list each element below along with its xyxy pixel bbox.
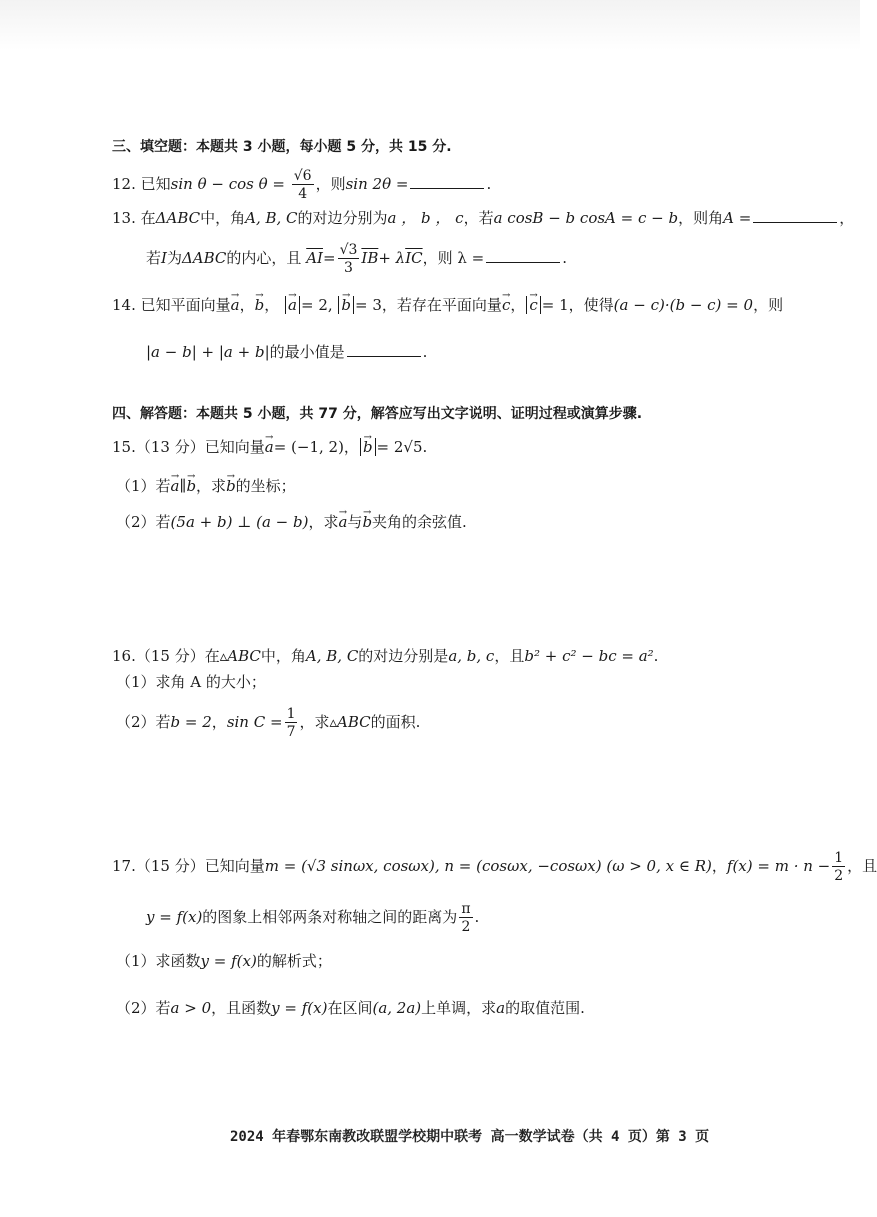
q16-text: ，且 — [494, 647, 525, 665]
q15-sep: ， — [343, 438, 359, 456]
q12-fraction-den: 4 — [298, 186, 308, 202]
q13-text: ，若 — [463, 209, 494, 227]
q16-p2-sin: sin C = — [226, 713, 283, 731]
question-15-part-1 — [116, 476, 296, 496]
question-number: 15. — [112, 438, 136, 456]
q16-fraction-num: 1 — [286, 706, 296, 722]
q14-expression: |a − b| + |a + b| — [146, 343, 270, 361]
q15-p1: （1）若 — [116, 477, 171, 495]
page-footer: 2024 年春鄂东南教改联盟学校期中联考 高一数学试卷（共 4 页）第 3 页 — [230, 1129, 710, 1145]
q13-text: 的对边分别为 — [297, 209, 388, 227]
vector-ib: $\overline{IB}$ — [361, 249, 379, 267]
q12-fraction — [292, 169, 314, 201]
q15-p1-text: ，求 — [196, 477, 227, 495]
vector-b: → b — [255, 295, 265, 315]
q15-text: 已知向量 — [204, 438, 265, 456]
q14-cond: = 2, — [300, 296, 333, 314]
vector-b: → b — [186, 476, 196, 496]
q17-p2-text: 上单调，求 — [421, 999, 497, 1017]
q17-text: 已知向量 — [204, 857, 265, 875]
question-17-part-1 — [116, 951, 332, 971]
q17-fraction-num: 1 — [834, 850, 844, 866]
q13-comma: ， — [839, 209, 855, 227]
q17-p1-end: 的解析式； — [256, 952, 332, 970]
q15-p2-text: ，求 — [308, 513, 339, 531]
q17-p2-text: ，且函数 — [211, 999, 272, 1017]
q15-p2-expr: (5a + b) ⊥ (a − b) — [170, 513, 309, 531]
vector-b-norm: → b — [341, 295, 351, 315]
q17-p1: （1）求函数 — [116, 952, 201, 970]
q17-end: . — [474, 908, 480, 926]
section-4-heading: 四、解答题：本题共 5 小题，共 77 分，解答应写出文字说明、证明过程或演算步骤. — [112, 406, 643, 422]
q16-text: 在 — [204, 647, 220, 665]
q16-triangle: ▵ABC — [219, 647, 261, 665]
q17-pi-fraction — [459, 902, 472, 934]
vector-b: → b — [362, 512, 372, 532]
q12-prefix: 已知 — [140, 175, 171, 193]
q14-sep: ， — [239, 296, 255, 314]
answer-blank[interactable] — [347, 342, 421, 357]
q16-end: . — [653, 647, 659, 665]
answer-blank[interactable] — [410, 174, 484, 189]
vector-b-norm: → b — [363, 437, 373, 457]
q14-text: ， — [264, 296, 280, 314]
q14-cond: = 3 — [355, 296, 382, 314]
vector-a: → a — [265, 437, 274, 457]
q13-fraction — [338, 243, 360, 275]
q16-p2-end: 的面积. — [370, 713, 421, 731]
q13-condition: a cosB − b cosA = c − b — [493, 209, 679, 227]
question-points: （15 分） — [135, 647, 205, 665]
q12-expression: sin θ − cos θ = — [170, 175, 285, 193]
question-14-line-2 — [146, 342, 427, 362]
q16-text: 的对边分别是 — [358, 647, 449, 665]
scan-top-band — [0, 0, 860, 50]
q13-end: . — [562, 249, 567, 267]
question-12 — [112, 169, 491, 201]
q17-pi-num: π — [461, 901, 471, 917]
q17-y-fx: y = f(x) — [146, 908, 203, 926]
vector-a: → a — [231, 295, 240, 315]
q17-p2-cond: a > 0 — [170, 999, 212, 1017]
q17-sep: ， — [711, 857, 727, 875]
vector-a-norm: → a — [288, 295, 297, 315]
q14-end: . — [422, 343, 428, 361]
vector-b: → b — [226, 476, 236, 496]
question-points: （13 分） — [135, 438, 205, 456]
question-17-part-2 — [116, 998, 585, 1018]
question-16 — [112, 646, 658, 666]
q14-sep: ， — [510, 296, 526, 314]
q17-p2-interval: (a, 2a) — [372, 999, 422, 1017]
q15-a-def: = (−1, 2) — [273, 438, 344, 456]
parallel-symbol: ∥ — [179, 477, 187, 495]
q14-text: 已知平面向量 — [140, 296, 231, 314]
q17-p2-var: a — [496, 999, 506, 1017]
q13-fraction-den: 3 — [344, 260, 353, 276]
q13-triangle: ΔABC — [155, 209, 201, 227]
q15-p2-end: 夹角的余弦值. — [372, 513, 467, 531]
q13-text: 若 — [146, 249, 162, 267]
question-17-line-1 — [112, 851, 877, 883]
q12-fraction-num: √6 — [293, 168, 312, 184]
q14-condition: (a − c)·(b − c) = 0 — [613, 296, 754, 314]
q13-angles: A, B, C — [245, 209, 298, 227]
q16-fraction-den: 7 — [286, 724, 296, 740]
q13-text: 的内心，且 — [226, 249, 302, 267]
q16-p2-b: b = 2 — [170, 713, 212, 731]
q17-vector-def: m = (√3 sinωx, cosωx), n = (cosωx, −cosωx) (ω > 0, x ∈ R) — [264, 857, 712, 875]
q13-plus: + λ — [378, 249, 406, 267]
q16-angles: A, B, C — [305, 647, 359, 665]
section-3-heading: 三、填空题：本题共 3 小题，每小题 5 分，共 15 分. — [112, 139, 452, 155]
q16-sides: a, b, c — [448, 647, 495, 665]
q13-text: ，则 λ = — [422, 249, 485, 267]
question-16-part-1: （1）求角 A 的大小； — [116, 673, 266, 691]
q16-triangle: ▵ABC — [329, 713, 371, 731]
q17-p2-text: 在区间 — [327, 999, 373, 1017]
vector-ic: $\overline{IC}$ — [405, 249, 423, 267]
q14-text: ，则 — [753, 296, 784, 314]
q13-fraction-num: √3 — [339, 242, 358, 258]
q14-text: 的最小值是 — [269, 343, 345, 361]
question-17-line-2 — [146, 902, 479, 934]
q15-b-norm: = 2√5 — [376, 438, 423, 456]
question-15 — [112, 437, 427, 457]
q16-p2-text: ，求 — [299, 713, 330, 731]
q16-fraction — [285, 707, 298, 739]
answer-blank[interactable] — [753, 208, 837, 223]
q13-triangle: ΔABC — [181, 249, 227, 267]
q17-text: 的图象上相邻两条对称轴之间的距离为 — [202, 908, 458, 926]
q12-end: . — [486, 175, 492, 193]
vector-c: → c — [502, 295, 510, 315]
vector-ai: $\overline{AI}$ — [306, 249, 323, 267]
q17-fraction-den: 2 — [834, 868, 844, 884]
q17-p2: （2）若 — [116, 999, 171, 1017]
q17-text: ，且 — [847, 857, 877, 875]
q17-pi-den: 2 — [461, 919, 471, 935]
q15-p2-mid: 与 — [347, 513, 363, 531]
q15-end: . — [422, 438, 428, 456]
q17-fraction — [832, 851, 845, 883]
q16-text: 中，角 — [260, 647, 306, 665]
question-15-part-2 — [116, 512, 467, 532]
vector-a: → a — [338, 512, 347, 532]
vector-c-norm: → c — [529, 295, 537, 315]
q17-p1-fn: y = f(x) — [200, 952, 257, 970]
q13-sides: a ， b ， c — [387, 209, 464, 227]
vector-a: → a — [171, 476, 180, 496]
q15-p2: （2）若 — [116, 513, 171, 531]
q13-text: 在 — [140, 209, 156, 227]
q12-then: ，则 — [315, 175, 346, 193]
q16-condition: b² + c² − bc = a² — [524, 647, 654, 665]
question-16-part-2 — [116, 707, 420, 739]
question-number: 13. — [112, 209, 136, 227]
q17-f-def: f(x) = m · n − — [726, 857, 831, 875]
q16-p2: （2）若 — [116, 713, 171, 731]
q16-p2-sep: ， — [211, 713, 227, 731]
q14-cond: = 1 — [541, 296, 569, 314]
question-14-line-1 — [112, 295, 783, 315]
question-number: 14. — [112, 296, 136, 314]
q17-p2-fn: y = f(x) — [271, 999, 328, 1017]
question-number: 12. — [112, 175, 136, 193]
q13-text: 中，角 — [200, 209, 246, 227]
q15-p1-end: 的坐标； — [235, 477, 296, 495]
q13-text: ，则角 — [678, 209, 724, 227]
q17-p2-end: 的取值范围. — [505, 999, 585, 1017]
q12-ask: sin 2θ = — [345, 175, 409, 193]
answer-blank[interactable] — [486, 248, 560, 263]
question-13-line-2 — [146, 243, 567, 275]
q14-text: ，若存在平面向量 — [381, 296, 502, 314]
q13-text: 为 — [166, 249, 182, 267]
question-points: （15 分） — [135, 857, 205, 875]
question-13-line-1 — [112, 208, 854, 228]
question-number: 17. — [112, 857, 136, 875]
q13-incenter: I — [161, 249, 167, 267]
q13-ask-a: A = — [723, 209, 752, 227]
q14-text: ，使得 — [568, 296, 614, 314]
question-number: 16. — [112, 647, 136, 665]
q13-eq: = — [322, 249, 336, 267]
